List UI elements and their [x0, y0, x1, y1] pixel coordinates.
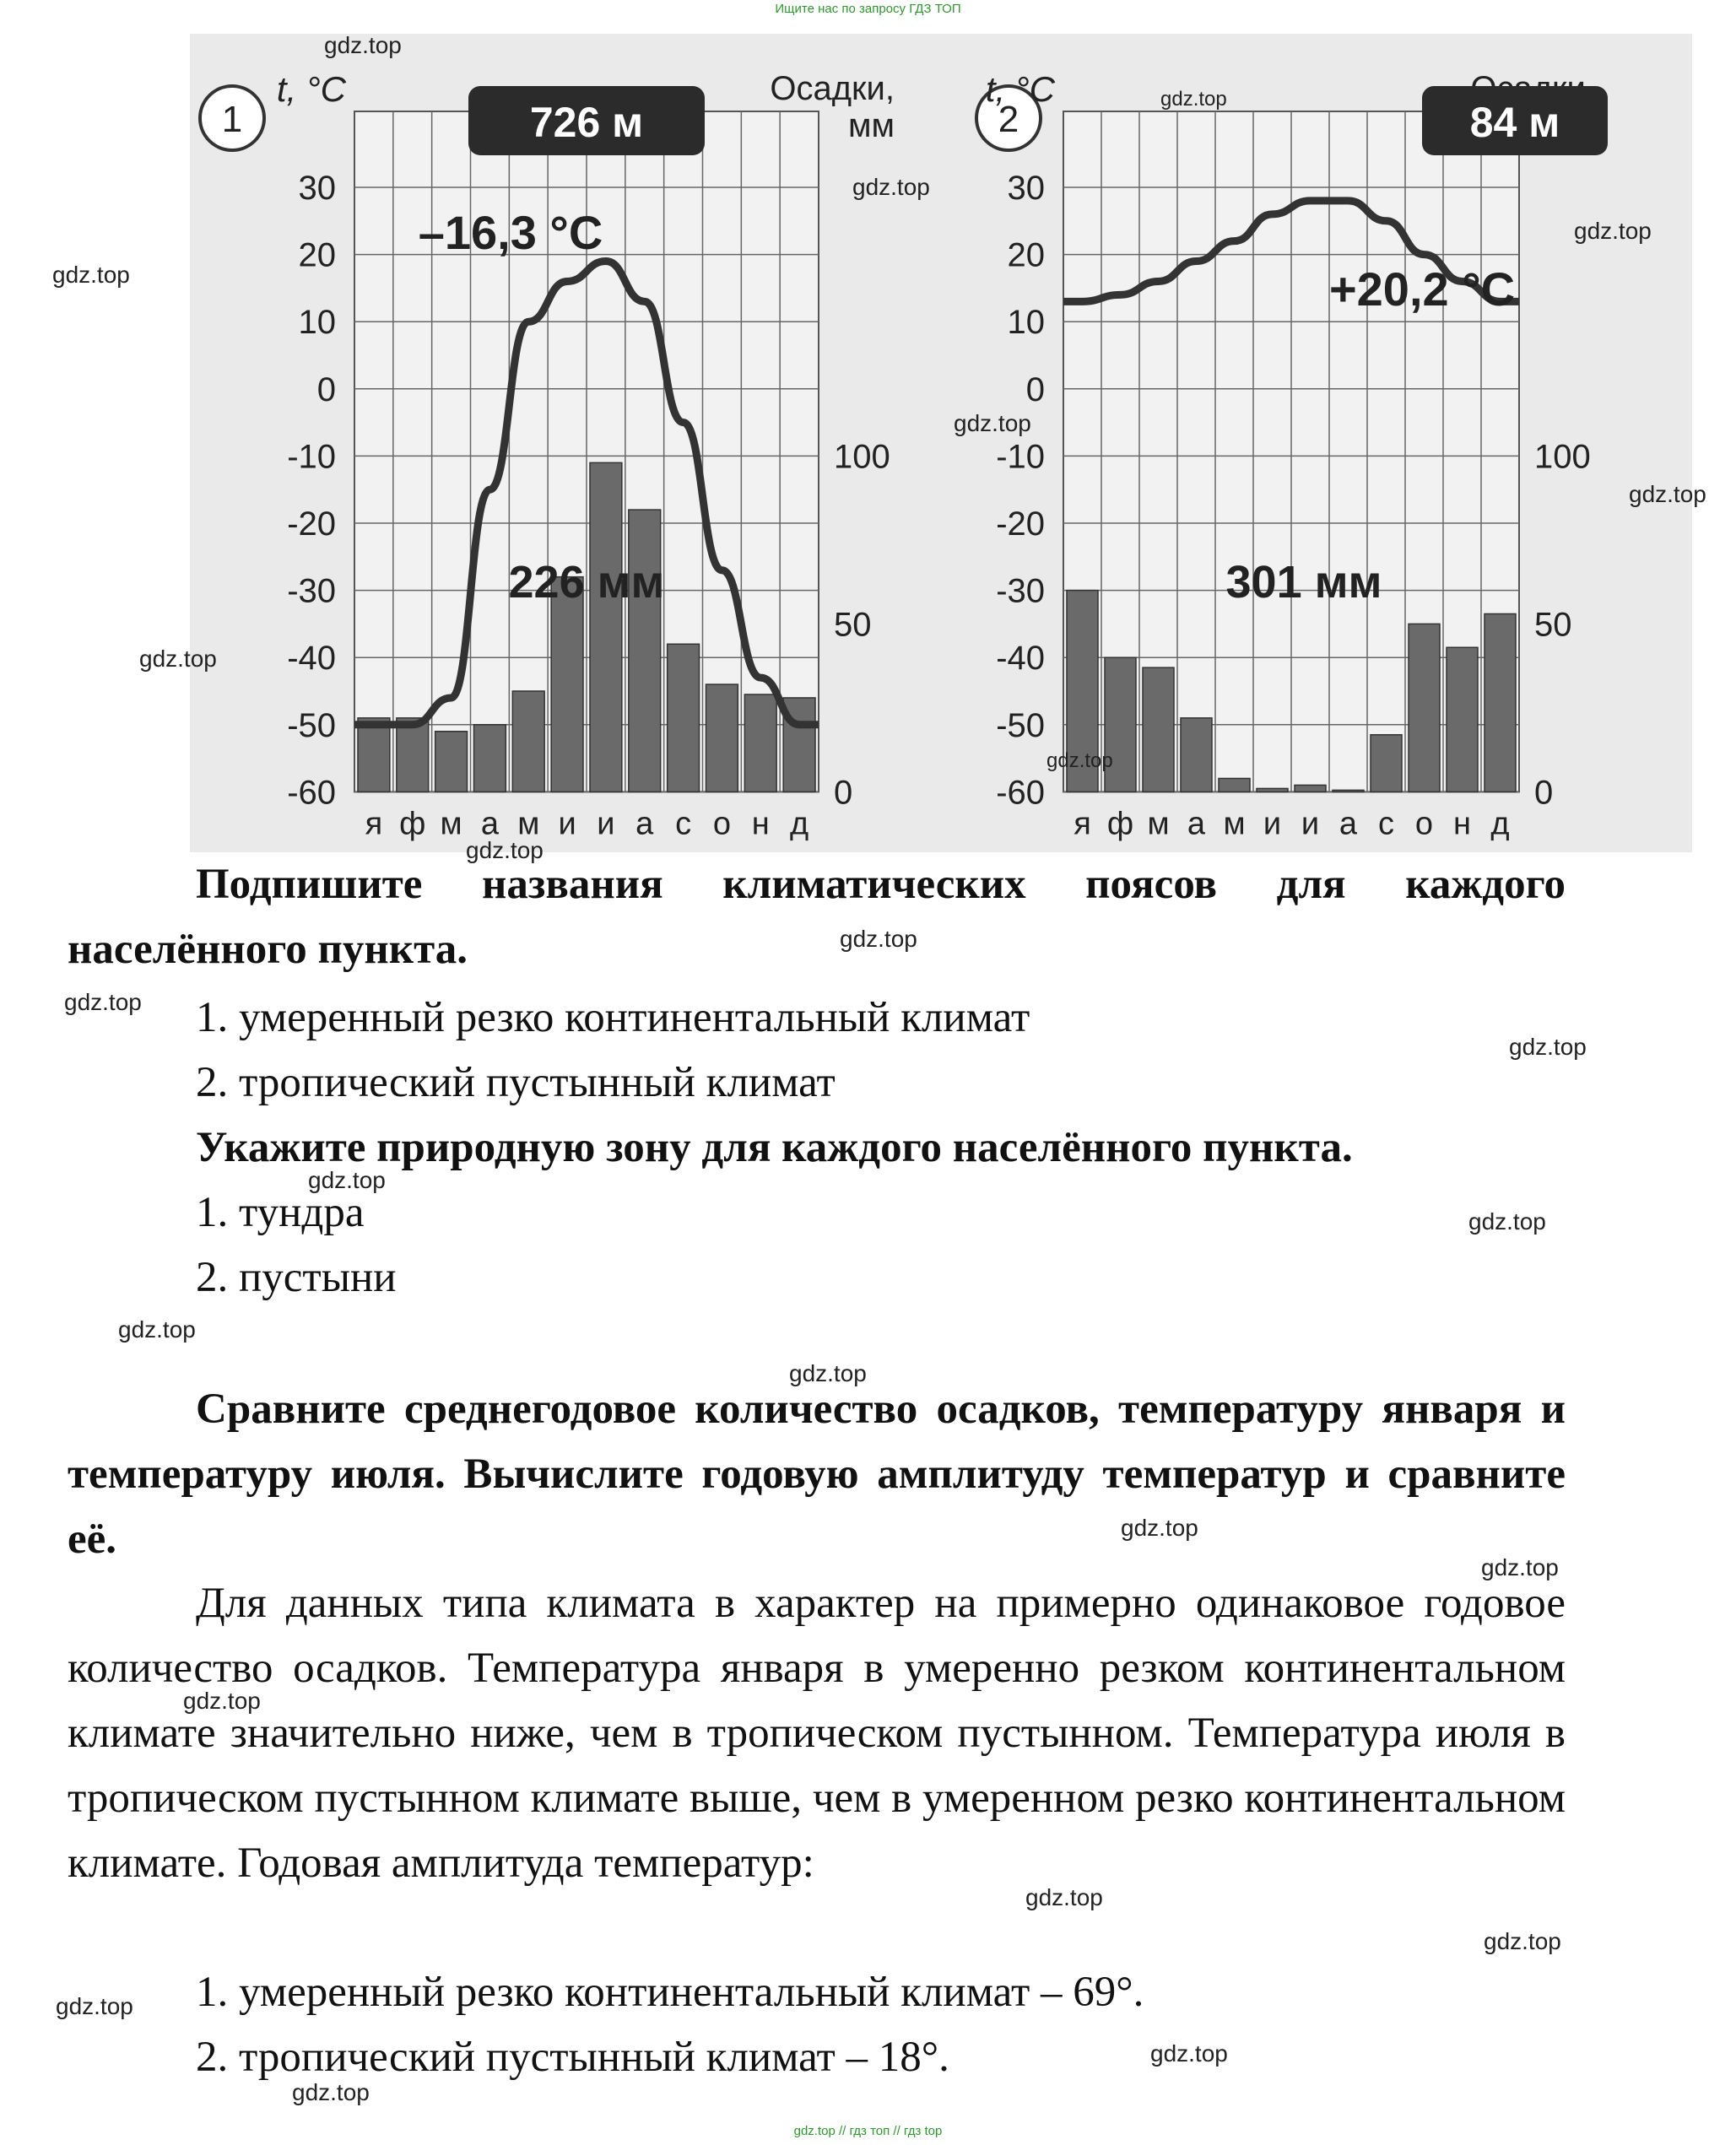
watermark: gdz.top	[324, 32, 402, 58]
month-label: и	[558, 806, 576, 842]
month-label: ф	[399, 806, 426, 842]
temp-axis-label: t, °C	[985, 69, 1055, 109]
month-label: а	[1339, 806, 1358, 842]
question-1: Подпишите названия климатических поясов для каждого населённого пункта.	[68, 861, 1566, 973]
annual-precipitation-label: 226 мм	[508, 557, 665, 608]
temp-tick-label: 10	[1007, 304, 1045, 342]
precip-bar-2-10	[1409, 624, 1440, 792]
bottom-note: gdz.top // гдз топ // гдз top	[793, 2124, 943, 2138]
altitude-label: 726 м	[529, 99, 644, 146]
temp-tick-label: -30	[287, 572, 336, 610]
temp-tick-label: -60	[996, 774, 1045, 812]
answer-2-1: 1. тундра	[196, 1189, 365, 1236]
precip-bar-1-7	[590, 462, 622, 792]
answer-1-1: 1. умеренный резко континентальный климат	[196, 994, 1030, 1041]
watermark: gdz.top	[840, 926, 917, 952]
precip-bar-2-8	[1333, 790, 1364, 792]
month-label: а	[635, 806, 654, 842]
precip-bar-1-11	[744, 694, 776, 792]
precip-axis-unit: мм	[848, 107, 895, 144]
temp-tick-label: 20	[298, 236, 336, 274]
chart-number: 1	[221, 99, 243, 140]
question-2: Укажите природную зону для каждого населённого пункта.	[196, 1124, 1353, 1171]
watermark: gdz.top	[1629, 481, 1706, 507]
precip-tick-label: 50	[1534, 606, 1572, 644]
month-label: и	[1263, 806, 1282, 842]
temp-tick-label: 0	[316, 370, 336, 408]
watermark: gdz.top	[118, 1316, 196, 1343]
month-label: я	[1074, 806, 1091, 842]
watermark: gdz.top	[64, 989, 142, 1015]
month-label: д	[789, 806, 809, 842]
watermark: gdz.top	[1025, 1884, 1103, 1910]
precip-bar-1-10	[706, 684, 738, 792]
precip-bar-2-5	[1219, 778, 1250, 792]
watermark: gdz.top	[56, 1993, 133, 2019]
temp-tick-label: 30	[1007, 170, 1045, 207]
watermark: gdz.top	[1509, 1034, 1587, 1060]
month-label: н	[751, 806, 770, 842]
watermark: gdz.top	[954, 410, 1031, 436]
precip-axis-label: Осадки,	[770, 70, 895, 107]
precip-tick-label: 100	[1534, 438, 1591, 476]
month-label: с	[675, 806, 692, 842]
temp-tick-label: -50	[996, 706, 1045, 744]
annual-temperature-label: –16,3 °C	[418, 206, 603, 259]
watermark: gdz.top	[292, 2079, 370, 2105]
temp-tick-label: -40	[996, 640, 1045, 678]
temp-tick-label: -10	[996, 438, 1045, 476]
precip-bar-1-9	[668, 644, 700, 792]
precip-bar-1-5	[512, 691, 544, 792]
watermark: gdz.top	[183, 1688, 261, 1714]
watermark: gdz.top	[1046, 749, 1113, 772]
precip-tick-label: 0	[1534, 774, 1554, 812]
watermark: gdz.top	[52, 262, 130, 288]
precip-bar-1-1	[358, 718, 390, 792]
temp-tick-label: 30	[298, 170, 336, 207]
precip-bar-2-6	[1257, 788, 1288, 792]
month-label: о	[712, 806, 731, 842]
month-label: м	[1147, 806, 1170, 842]
watermark: gdz.top	[1468, 1208, 1546, 1235]
amplitude-2: 2. тропический пустынный климат – 18°.	[196, 2034, 949, 2081]
month-label: с	[1378, 806, 1394, 842]
precip-bar-2-7	[1295, 785, 1326, 792]
temp-tick-label: -20	[996, 505, 1045, 543]
temp-tick-label: 10	[298, 304, 336, 342]
temp-tick-label: -30	[996, 572, 1045, 610]
annual-precipitation-label: 301 мм	[1225, 557, 1382, 608]
precip-bar-1-4	[474, 725, 506, 792]
month-label: д	[1490, 806, 1510, 842]
temp-tick-label: -40	[287, 640, 336, 678]
month-label: я	[365, 806, 383, 842]
precip-bar-2-11	[1447, 647, 1478, 792]
answer-2-2: 2. пустыни	[196, 1254, 397, 1301]
watermark: gdz.top	[1481, 1554, 1559, 1580]
precip-bar-2-12	[1485, 613, 1516, 792]
month-label: а	[480, 806, 499, 842]
chart-number: 2	[998, 99, 1019, 140]
month-label: м	[440, 806, 462, 842]
precip-bar-1-2	[397, 718, 429, 792]
annual-temperature-label: +20,2 °C	[1328, 262, 1516, 316]
precip-bar-1-8	[629, 510, 661, 792]
temp-tick-label: 20	[1007, 236, 1045, 274]
watermark: gdz.top	[852, 174, 930, 200]
watermark: gdz.top	[1160, 88, 1227, 111]
month-label: ф	[1106, 806, 1134, 842]
answer-3: Для данных типа климата в характер на примерно одинаковое годовое количество осадков. Температура января в умеренно резком континентальном климате значительно ниже, чем в тропическом пустынном. Температура июля в тропическом пустынном климате выше, чем в умеренном резко континентальном климате. Годовая амплитуда температур:	[68, 1580, 1566, 1887]
month-label: и	[597, 806, 615, 842]
altitude-label: 84 м	[1469, 99, 1560, 146]
precip-bar-2-9	[1371, 735, 1402, 792]
temp-axis-label: t, °C	[276, 69, 346, 109]
watermark: gdz.top	[1121, 1515, 1198, 1541]
month-label: а	[1187, 806, 1206, 842]
temp-tick-label: -10	[287, 438, 336, 476]
question-3: Сравните среднегодовое количество осадков, температуру января и температуру июля. Вычислите годовую амплитуду температур и сравните её.	[68, 1386, 1566, 1563]
precip-tick-label: 0	[834, 774, 853, 812]
amplitude-1: 1. умеренный резко континентальный климат – 69°.	[196, 1969, 1144, 2016]
precip-tick-label: 50	[834, 606, 872, 644]
precip-bar-2-4	[1181, 718, 1212, 792]
watermark: gdz.top	[139, 646, 217, 672]
chart-area	[190, 34, 1692, 852]
month-label: о	[1414, 806, 1434, 842]
watermark: gdz.top	[789, 1360, 867, 1386]
precip-tick-label: 100	[834, 438, 890, 476]
temp-tick-label: -50	[287, 706, 336, 744]
answer-1-2: 2. тропический пустынный климат	[196, 1059, 836, 1106]
month-label: м	[1223, 806, 1246, 842]
precip-bar-1-6	[551, 577, 583, 792]
month-label: н	[1453, 806, 1471, 842]
watermark: gdz.top	[1484, 1928, 1561, 1954]
temp-tick-label: -60	[287, 774, 336, 812]
top-note: Ищите нас по запросу ГДЗ ТОП	[775, 2, 961, 16]
precip-bar-2-3	[1143, 667, 1174, 792]
watermark: gdz.top	[308, 1167, 386, 1193]
month-label: и	[1301, 806, 1320, 842]
temp-tick-label: 0	[1025, 370, 1045, 408]
watermark: gdz.top	[1574, 218, 1652, 244]
month-label: м	[517, 806, 540, 842]
climatograms-svg	[190, 34, 1692, 852]
watermark: gdz.top	[466, 837, 544, 863]
precip-bar-1-3	[435, 732, 468, 792]
watermark: gdz.top	[1150, 2040, 1228, 2067]
temp-tick-label: -20	[287, 505, 336, 543]
